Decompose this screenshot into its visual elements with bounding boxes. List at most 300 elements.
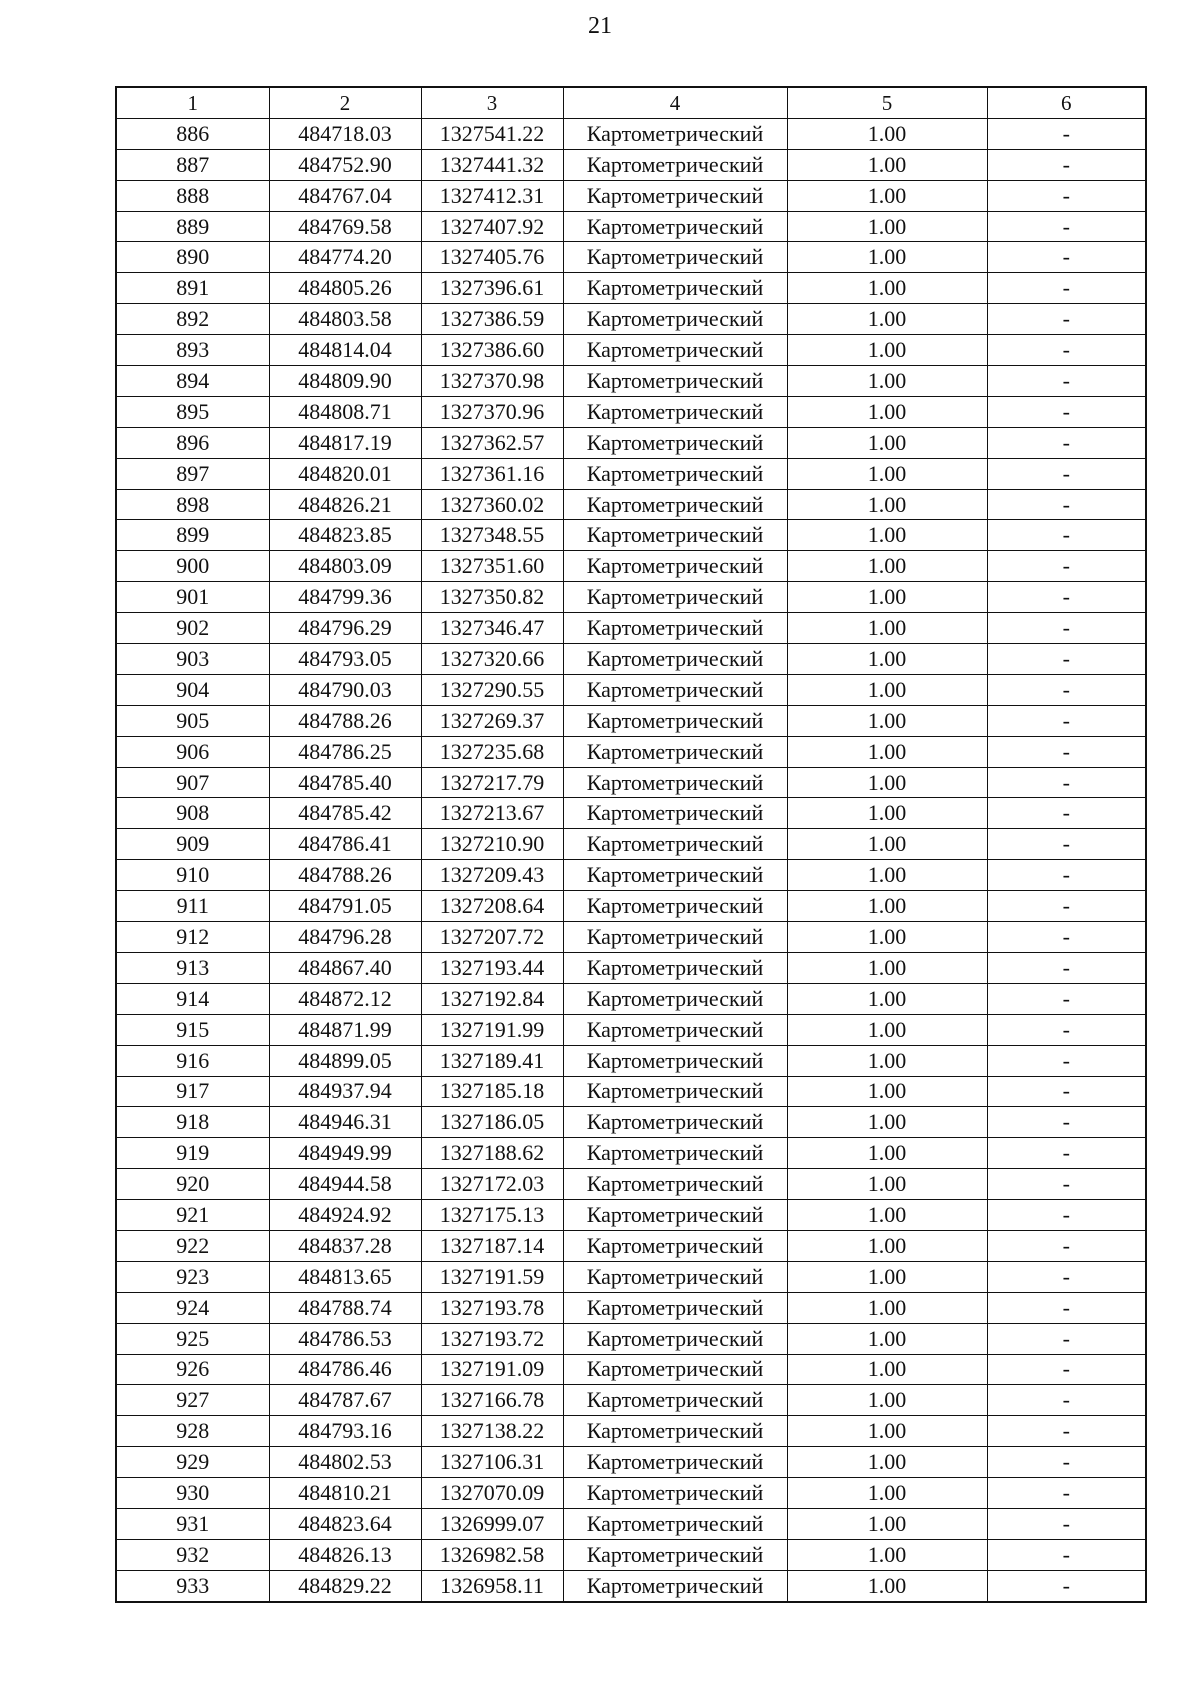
table-row	[116, 1230, 1146, 1261]
point-number-cell: 905	[116, 705, 269, 736]
point-number-cell: 914	[116, 983, 269, 1014]
method-cell: Картометрический	[563, 860, 787, 891]
column-header-6: 6	[987, 87, 1146, 118]
description-cell: -	[987, 458, 1146, 489]
table-row	[116, 180, 1146, 211]
method-cell: Картометрический	[563, 489, 787, 520]
x-coordinate-cell: 484786.41	[269, 829, 421, 860]
description-cell: -	[987, 736, 1146, 767]
method-cell: Картометрический	[563, 335, 787, 366]
accuracy-cell: 1.00	[787, 705, 987, 736]
y-coordinate-cell: 1327208.64	[421, 891, 563, 922]
point-number-cell: 931	[116, 1508, 269, 1539]
table-row	[116, 1261, 1146, 1292]
y-coordinate-cell: 1327217.79	[421, 767, 563, 798]
accuracy-cell: 1.00	[787, 829, 987, 860]
point-number-cell: 886	[116, 118, 269, 149]
y-coordinate-cell: 1327405.76	[421, 242, 563, 273]
description-cell: -	[987, 396, 1146, 427]
y-coordinate-cell: 1327209.43	[421, 860, 563, 891]
accuracy-cell: 1.00	[787, 1292, 987, 1323]
description-cell: -	[987, 1539, 1146, 1570]
description-cell: -	[987, 1323, 1146, 1354]
accuracy-cell: 1.00	[787, 1200, 987, 1231]
description-cell: -	[987, 520, 1146, 551]
method-cell: Картометрический	[563, 613, 787, 644]
table-row	[116, 304, 1146, 335]
x-coordinate-cell: 484786.53	[269, 1323, 421, 1354]
point-number-cell: 911	[116, 891, 269, 922]
y-coordinate-cell: 1327191.99	[421, 1014, 563, 1045]
description-cell: -	[987, 705, 1146, 736]
method-cell: Картометрический	[563, 674, 787, 705]
y-coordinate-cell: 1327210.90	[421, 829, 563, 860]
method-cell: Картометрический	[563, 582, 787, 613]
method-cell: Картометрический	[563, 1447, 787, 1478]
coordinates-table	[115, 86, 1147, 1603]
point-number-cell: 906	[116, 736, 269, 767]
point-number-cell: 921	[116, 1200, 269, 1231]
accuracy-cell: 1.00	[787, 1539, 987, 1570]
x-coordinate-cell: 484826.13	[269, 1539, 421, 1570]
x-coordinate-cell: 484826.21	[269, 489, 421, 520]
accuracy-cell: 1.00	[787, 1230, 987, 1261]
table-row	[116, 983, 1146, 1014]
table-row	[116, 1354, 1146, 1385]
description-cell: -	[987, 180, 1146, 211]
method-cell: Картометрический	[563, 1385, 787, 1416]
accuracy-cell: 1.00	[787, 891, 987, 922]
table-header	[116, 87, 1146, 118]
x-coordinate-cell: 484810.21	[269, 1478, 421, 1509]
method-cell: Картометрический	[563, 1539, 787, 1570]
x-coordinate-cell: 484808.71	[269, 396, 421, 427]
point-number-cell: 918	[116, 1107, 269, 1138]
description-cell: -	[987, 1076, 1146, 1107]
y-coordinate-cell: 1327351.60	[421, 551, 563, 582]
y-coordinate-cell: 1327213.67	[421, 798, 563, 829]
method-cell: Картометрический	[563, 1230, 787, 1261]
x-coordinate-cell: 484837.28	[269, 1230, 421, 1261]
y-coordinate-cell: 1327370.96	[421, 396, 563, 427]
description-cell: -	[987, 891, 1146, 922]
y-coordinate-cell: 1327396.61	[421, 273, 563, 304]
point-number-cell: 933	[116, 1570, 269, 1601]
method-cell: Картометрический	[563, 304, 787, 335]
y-coordinate-cell: 1327189.41	[421, 1045, 563, 1076]
method-cell: Картометрический	[563, 427, 787, 458]
method-cell: Картометрический	[563, 458, 787, 489]
point-number-cell: 910	[116, 860, 269, 891]
method-cell: Картометрический	[563, 149, 787, 180]
x-coordinate-cell: 484790.03	[269, 674, 421, 705]
description-cell: -	[987, 242, 1146, 273]
accuracy-cell: 1.00	[787, 149, 987, 180]
y-coordinate-cell: 1327186.05	[421, 1107, 563, 1138]
accuracy-cell: 1.00	[787, 582, 987, 613]
point-number-cell: 892	[116, 304, 269, 335]
x-coordinate-cell: 484793.16	[269, 1416, 421, 1447]
method-cell: Картометрический	[563, 396, 787, 427]
table-row	[116, 211, 1146, 242]
y-coordinate-cell: 1326999.07	[421, 1508, 563, 1539]
column-header-1: 1	[116, 87, 269, 118]
y-coordinate-cell: 1327188.62	[421, 1138, 563, 1169]
y-coordinate-cell: 1327207.72	[421, 922, 563, 953]
accuracy-cell: 1.00	[787, 1138, 987, 1169]
table-row	[116, 891, 1146, 922]
accuracy-cell: 1.00	[787, 458, 987, 489]
x-coordinate-cell: 484949.99	[269, 1138, 421, 1169]
table-row	[116, 582, 1146, 613]
table-row	[116, 273, 1146, 304]
column-header-4: 4	[563, 87, 787, 118]
point-number-cell: 928	[116, 1416, 269, 1447]
method-cell: Картометрический	[563, 891, 787, 922]
point-number-cell: 901	[116, 582, 269, 613]
y-coordinate-cell: 1327386.59	[421, 304, 563, 335]
method-cell: Картометрический	[563, 211, 787, 242]
accuracy-cell: 1.00	[787, 1169, 987, 1200]
accuracy-cell: 1.00	[787, 1508, 987, 1539]
table-row	[116, 1447, 1146, 1478]
y-coordinate-cell: 1327185.18	[421, 1076, 563, 1107]
table-row	[116, 1323, 1146, 1354]
method-cell: Картометрический	[563, 798, 787, 829]
y-coordinate-cell: 1327361.16	[421, 458, 563, 489]
x-coordinate-cell: 484796.29	[269, 613, 421, 644]
method-cell: Картометрический	[563, 952, 787, 983]
table-row	[116, 1169, 1146, 1200]
table-row	[116, 335, 1146, 366]
point-number-cell: 897	[116, 458, 269, 489]
table-row	[116, 1107, 1146, 1138]
point-number-cell: 891	[116, 273, 269, 304]
accuracy-cell: 1.00	[787, 1447, 987, 1478]
table-row	[116, 922, 1146, 953]
table-row	[116, 767, 1146, 798]
table-row	[116, 1416, 1146, 1447]
y-coordinate-cell: 1327166.78	[421, 1385, 563, 1416]
accuracy-cell: 1.00	[787, 952, 987, 983]
x-coordinate-cell: 484796.28	[269, 922, 421, 953]
table-row	[116, 551, 1146, 582]
description-cell: -	[987, 922, 1146, 953]
description-cell: -	[987, 366, 1146, 397]
x-coordinate-cell: 484823.64	[269, 1508, 421, 1539]
y-coordinate-cell: 1326958.11	[421, 1570, 563, 1601]
method-cell: Картометрический	[563, 1323, 787, 1354]
y-coordinate-cell: 1327138.22	[421, 1416, 563, 1447]
y-coordinate-cell: 1327106.31	[421, 1447, 563, 1478]
header-row	[116, 87, 1146, 118]
description-cell: -	[987, 1292, 1146, 1323]
x-coordinate-cell: 484793.05	[269, 644, 421, 675]
description-cell: -	[987, 118, 1146, 149]
method-cell: Картометрический	[563, 273, 787, 304]
description-cell: -	[987, 613, 1146, 644]
accuracy-cell: 1.00	[787, 798, 987, 829]
point-number-cell: 920	[116, 1169, 269, 1200]
accuracy-cell: 1.00	[787, 1261, 987, 1292]
x-coordinate-cell: 484829.22	[269, 1570, 421, 1601]
point-number-cell: 932	[116, 1539, 269, 1570]
point-number-cell: 904	[116, 674, 269, 705]
x-coordinate-cell: 484803.58	[269, 304, 421, 335]
y-coordinate-cell: 1327172.03	[421, 1169, 563, 1200]
description-cell: -	[987, 1200, 1146, 1231]
method-cell: Картометрический	[563, 180, 787, 211]
description-cell: -	[987, 798, 1146, 829]
accuracy-cell: 1.00	[787, 1076, 987, 1107]
method-cell: Картометрический	[563, 1416, 787, 1447]
accuracy-cell: 1.00	[787, 520, 987, 551]
method-cell: Картометрический	[563, 983, 787, 1014]
column-header-2: 2	[269, 87, 421, 118]
table-row	[116, 674, 1146, 705]
accuracy-cell: 1.00	[787, 273, 987, 304]
point-number-cell: 890	[116, 242, 269, 273]
accuracy-cell: 1.00	[787, 1323, 987, 1354]
table-row	[116, 860, 1146, 891]
x-coordinate-cell: 484752.90	[269, 149, 421, 180]
method-cell: Картометрический	[563, 1076, 787, 1107]
x-coordinate-cell: 484785.40	[269, 767, 421, 798]
accuracy-cell: 1.00	[787, 427, 987, 458]
description-cell: -	[987, 983, 1146, 1014]
x-coordinate-cell: 484802.53	[269, 1447, 421, 1478]
accuracy-cell: 1.00	[787, 118, 987, 149]
point-number-cell: 917	[116, 1076, 269, 1107]
column-header-3: 3	[421, 87, 563, 118]
accuracy-cell: 1.00	[787, 1385, 987, 1416]
accuracy-cell: 1.00	[787, 767, 987, 798]
accuracy-cell: 1.00	[787, 983, 987, 1014]
description-cell: -	[987, 952, 1146, 983]
y-coordinate-cell: 1327235.68	[421, 736, 563, 767]
table-row	[116, 489, 1146, 520]
point-number-cell: 926	[116, 1354, 269, 1385]
accuracy-cell: 1.00	[787, 644, 987, 675]
x-coordinate-cell: 484787.67	[269, 1385, 421, 1416]
table-row	[116, 149, 1146, 180]
table-row	[116, 1292, 1146, 1323]
point-number-cell: 893	[116, 335, 269, 366]
point-number-cell: 888	[116, 180, 269, 211]
table-row	[116, 1076, 1146, 1107]
y-coordinate-cell: 1327191.59	[421, 1261, 563, 1292]
accuracy-cell: 1.00	[787, 922, 987, 953]
description-cell: -	[987, 304, 1146, 335]
method-cell: Картометрический	[563, 829, 787, 860]
y-coordinate-cell: 1327193.78	[421, 1292, 563, 1323]
accuracy-cell: 1.00	[787, 366, 987, 397]
point-number-cell: 898	[116, 489, 269, 520]
table-row	[116, 1385, 1146, 1416]
method-cell: Картометрический	[563, 922, 787, 953]
point-number-cell: 919	[116, 1138, 269, 1169]
x-coordinate-cell: 484785.42	[269, 798, 421, 829]
method-cell: Картометрический	[563, 1014, 787, 1045]
table-row	[116, 520, 1146, 551]
y-coordinate-cell: 1327070.09	[421, 1478, 563, 1509]
point-number-cell: 900	[116, 551, 269, 582]
x-coordinate-cell: 484788.26	[269, 705, 421, 736]
y-coordinate-cell: 1327370.98	[421, 366, 563, 397]
table-row	[116, 396, 1146, 427]
description-cell: -	[987, 1385, 1146, 1416]
y-coordinate-cell: 1327193.44	[421, 952, 563, 983]
description-cell: -	[987, 427, 1146, 458]
description-cell: -	[987, 1169, 1146, 1200]
x-coordinate-cell: 484767.04	[269, 180, 421, 211]
x-coordinate-cell: 484769.58	[269, 211, 421, 242]
x-coordinate-cell: 484946.31	[269, 1107, 421, 1138]
description-cell: -	[987, 1107, 1146, 1138]
method-cell: Картометрический	[563, 1169, 787, 1200]
point-number-cell: 894	[116, 366, 269, 397]
y-coordinate-cell: 1327348.55	[421, 520, 563, 551]
table-row	[116, 458, 1146, 489]
table-row	[116, 705, 1146, 736]
table-row	[116, 1508, 1146, 1539]
accuracy-cell: 1.00	[787, 860, 987, 891]
method-cell: Картометрический	[563, 1508, 787, 1539]
accuracy-cell: 1.00	[787, 180, 987, 211]
method-cell: Картометрический	[563, 1478, 787, 1509]
x-coordinate-cell: 484867.40	[269, 952, 421, 983]
description-cell: -	[987, 489, 1146, 520]
x-coordinate-cell: 484937.94	[269, 1076, 421, 1107]
description-cell: -	[987, 1261, 1146, 1292]
accuracy-cell: 1.00	[787, 242, 987, 273]
x-coordinate-cell: 484924.92	[269, 1200, 421, 1231]
point-number-cell: 925	[116, 1323, 269, 1354]
point-number-cell: 907	[116, 767, 269, 798]
y-coordinate-cell: 1327346.47	[421, 613, 563, 644]
y-coordinate-cell: 1327175.13	[421, 1200, 563, 1231]
point-number-cell: 895	[116, 396, 269, 427]
description-cell: -	[987, 551, 1146, 582]
table-row	[116, 1045, 1146, 1076]
table-row	[116, 644, 1146, 675]
description-cell: -	[987, 860, 1146, 891]
y-coordinate-cell: 1327362.57	[421, 427, 563, 458]
accuracy-cell: 1.00	[787, 489, 987, 520]
point-number-cell: 930	[116, 1478, 269, 1509]
x-coordinate-cell: 484786.46	[269, 1354, 421, 1385]
y-coordinate-cell: 1327386.60	[421, 335, 563, 366]
table-row	[116, 613, 1146, 644]
description-cell: -	[987, 1570, 1146, 1601]
point-number-cell: 922	[116, 1230, 269, 1261]
table-row	[116, 1138, 1146, 1169]
y-coordinate-cell: 1327541.22	[421, 118, 563, 149]
point-number-cell: 915	[116, 1014, 269, 1045]
accuracy-cell: 1.00	[787, 1354, 987, 1385]
accuracy-cell: 1.00	[787, 551, 987, 582]
method-cell: Картометрический	[563, 1354, 787, 1385]
method-cell: Картометрический	[563, 705, 787, 736]
point-number-cell: 927	[116, 1385, 269, 1416]
point-number-cell: 903	[116, 644, 269, 675]
x-coordinate-cell: 484774.20	[269, 242, 421, 273]
y-coordinate-cell: 1327412.31	[421, 180, 563, 211]
point-number-cell: 912	[116, 922, 269, 953]
description-cell: -	[987, 211, 1146, 242]
point-number-cell: 924	[116, 1292, 269, 1323]
description-cell: -	[987, 829, 1146, 860]
table-row	[116, 1200, 1146, 1231]
accuracy-cell: 1.00	[787, 396, 987, 427]
method-cell: Картометрический	[563, 242, 787, 273]
description-cell: -	[987, 674, 1146, 705]
column-header-5: 5	[787, 87, 987, 118]
table-row	[116, 1539, 1146, 1570]
table-row	[116, 798, 1146, 829]
accuracy-cell: 1.00	[787, 674, 987, 705]
point-number-cell: 913	[116, 952, 269, 983]
method-cell: Картометрический	[563, 520, 787, 551]
accuracy-cell: 1.00	[787, 304, 987, 335]
accuracy-cell: 1.00	[787, 1014, 987, 1045]
x-coordinate-cell: 484872.12	[269, 983, 421, 1014]
table-row	[116, 952, 1146, 983]
table-row	[116, 1478, 1146, 1509]
description-cell: -	[987, 1014, 1146, 1045]
table-row	[116, 829, 1146, 860]
method-cell: Картометрический	[563, 1292, 787, 1323]
y-coordinate-cell: 1327360.02	[421, 489, 563, 520]
description-cell: -	[987, 1045, 1146, 1076]
description-cell: -	[987, 1230, 1146, 1261]
description-cell: -	[987, 767, 1146, 798]
accuracy-cell: 1.00	[787, 211, 987, 242]
accuracy-cell: 1.00	[787, 1570, 987, 1601]
method-cell: Картометрический	[563, 767, 787, 798]
x-coordinate-cell: 484820.01	[269, 458, 421, 489]
description-cell: -	[987, 644, 1146, 675]
y-coordinate-cell: 1327193.72	[421, 1323, 563, 1354]
x-coordinate-cell: 484813.65	[269, 1261, 421, 1292]
y-coordinate-cell: 1327441.32	[421, 149, 563, 180]
y-coordinate-cell: 1327320.66	[421, 644, 563, 675]
x-coordinate-cell: 484786.25	[269, 736, 421, 767]
x-coordinate-cell: 484718.03	[269, 118, 421, 149]
accuracy-cell: 1.00	[787, 613, 987, 644]
x-coordinate-cell: 484791.05	[269, 891, 421, 922]
method-cell: Картометрический	[563, 366, 787, 397]
y-coordinate-cell: 1327290.55	[421, 674, 563, 705]
y-coordinate-cell: 1327350.82	[421, 582, 563, 613]
table-row	[116, 427, 1146, 458]
y-coordinate-cell: 1327191.09	[421, 1354, 563, 1385]
point-number-cell: 887	[116, 149, 269, 180]
description-cell: -	[987, 273, 1146, 304]
point-number-cell: 908	[116, 798, 269, 829]
description-cell: -	[987, 149, 1146, 180]
method-cell: Картометрический	[563, 644, 787, 675]
description-cell: -	[987, 1354, 1146, 1385]
accuracy-cell: 1.00	[787, 1045, 987, 1076]
y-coordinate-cell: 1327192.84	[421, 983, 563, 1014]
method-cell: Картометрический	[563, 1138, 787, 1169]
accuracy-cell: 1.00	[787, 335, 987, 366]
table-body	[116, 118, 1146, 1601]
page-number: 21	[588, 13, 612, 39]
x-coordinate-cell: 484817.19	[269, 427, 421, 458]
description-cell: -	[987, 582, 1146, 613]
